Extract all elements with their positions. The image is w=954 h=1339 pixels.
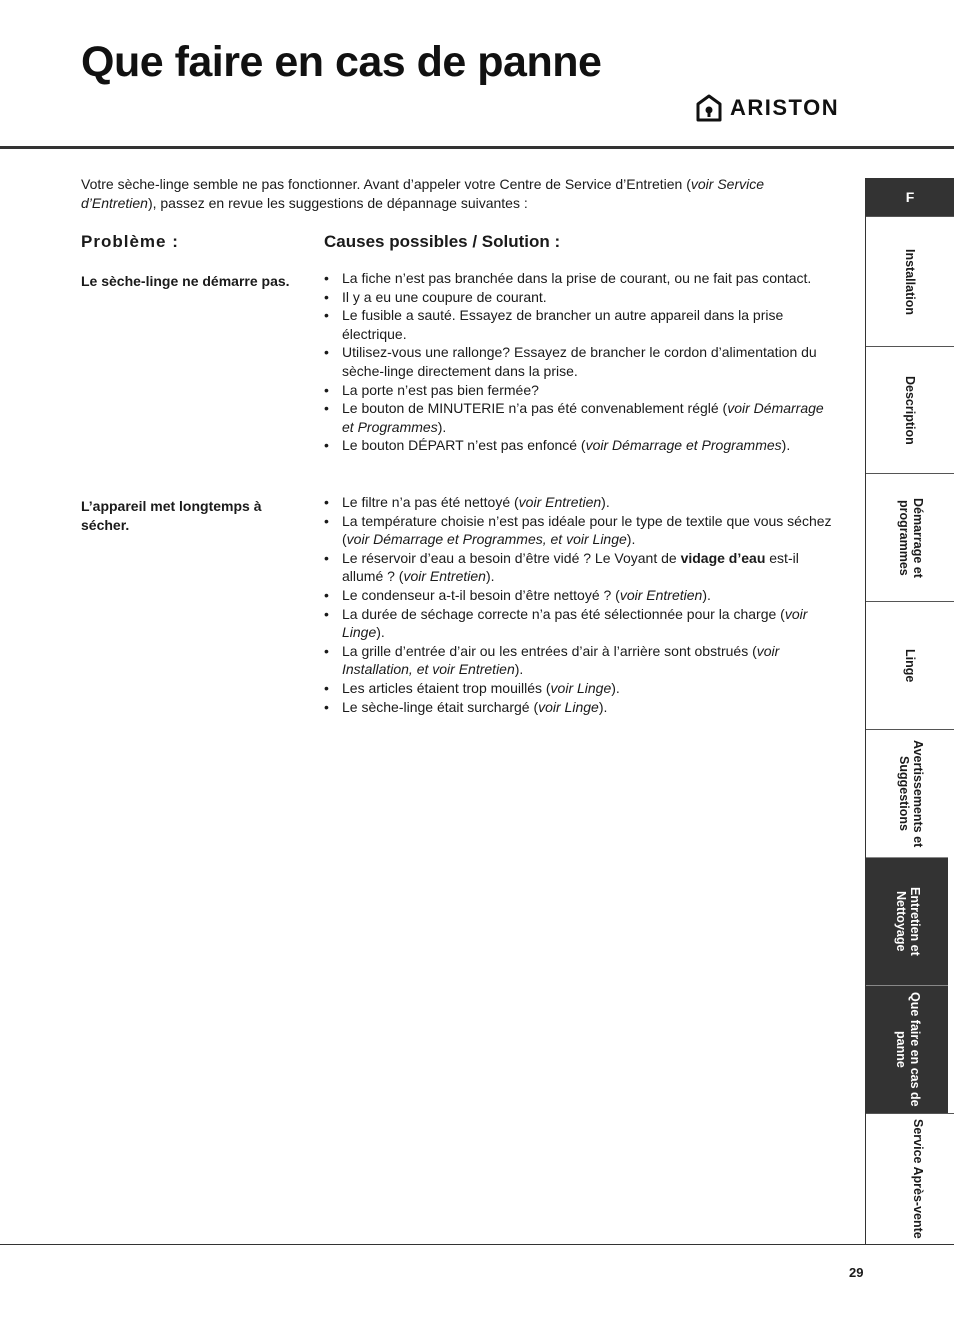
cause-item: [324, 288, 834, 307]
intro-paragraph: [81, 175, 831, 213]
text-run: ).: [437, 418, 447, 435]
cross-reference: voir Démarrage et Programmes, et voir Linge: [346, 531, 627, 548]
page-number: 29: [849, 1265, 864, 1280]
sidebar-tab-avertissements[interactable]: [866, 729, 954, 857]
text-run: Le sèche-linge était surchargé (: [342, 698, 539, 715]
text-run: Les articles étaient trop mouillés (: [342, 679, 551, 696]
sidebar-tab-label: Linge: [903, 648, 917, 683]
cause-item: [324, 306, 834, 343]
sidebar-tab-label: Démarrage et programmes: [897, 497, 925, 578]
sidebar-tab-installation[interactable]: [866, 216, 954, 346]
language-tab: F: [866, 178, 954, 216]
causes-header: Causes possibles / Solution :: [324, 232, 561, 251]
causes-list-2: [324, 493, 834, 716]
cross-reference: voir Linge: [342, 605, 808, 641]
sidebar-tab-label: Installation: [903, 248, 917, 315]
text-run: La grille d’entrée d’air ou les entrées d’air à l’arrière sont obstrués (: [342, 642, 757, 659]
cause-item: [324, 679, 834, 698]
cross-reference: voir Entretien: [518, 494, 602, 510]
sidebar-tab-linge[interactable]: [866, 601, 954, 729]
text-run: ).: [485, 568, 495, 585]
text-run: ).: [781, 437, 791, 454]
sidebar-tab-demarrage[interactable]: [866, 473, 954, 601]
text-run: Le filtre n’a pas été nettoyé (: [342, 494, 519, 510]
ariston-house-icon: [696, 94, 722, 122]
text-run: ).: [376, 624, 385, 641]
causes-list-1: [324, 269, 834, 455]
sidebar-tab-description[interactable]: [866, 346, 954, 473]
cause-item: [324, 549, 834, 586]
text-run: La température choisie n’est pas idéale pour le type de textile que vous séchez (: [342, 512, 832, 548]
text-run: Le bouton DÉPART n’est pas enfoncé (: [342, 437, 586, 454]
brand-name: ARISTON: [730, 95, 840, 120]
text-run: Il y a eu une coupure de courant.: [342, 288, 547, 305]
text-run: La fiche n’est pas branchée dans la prise de courant, ou ne fait pas contact.: [342, 270, 812, 286]
sidebar-tab-entretien[interactable]: [866, 857, 948, 985]
cross-reference: voir Entretien: [619, 586, 703, 603]
text-run: Le bouton de MINUTERIE n’a pas été convenablement réglé (: [342, 400, 728, 417]
text-run: Le réservoir d’eau a besoin d’être vidé ? Le Voyant de: [342, 549, 681, 566]
text-run: La durée de séchage correcte n’a pas été sélectionnée pour la charge (: [342, 605, 785, 622]
cross-reference: voir Service d’Entretien: [81, 176, 765, 211]
cause-item: [324, 436, 834, 455]
cause-item: [324, 698, 834, 717]
sidebar-tab-que-faire[interactable]: [866, 985, 948, 1113]
cross-reference: voir Linge: [538, 698, 599, 715]
emphasis-text: vidage d’eau: [680, 549, 766, 566]
cross-reference: voir Linge: [550, 679, 612, 696]
header-rule: [0, 146, 954, 149]
cause-item: [324, 512, 834, 549]
text-run: ).: [514, 661, 524, 678]
problem-header: Problème :: [81, 232, 179, 251]
cause-item: [324, 399, 834, 436]
text-run: Le fusible a sauté. Essayez de brancher un autre appareil dans la prise électrique.: [342, 307, 784, 342]
text-run: ).: [626, 531, 636, 548]
sidebar-tab-label: Description: [903, 375, 917, 445]
text-run: ).: [702, 586, 711, 603]
text-run: La porte n’est pas bien fermée?: [342, 381, 539, 398]
cross-reference: voir Démarrage et Programmes: [342, 400, 824, 435]
sidebar-tab-label: Entretien et Nettoyage: [894, 887, 922, 956]
text-run: est-il allumé ? (: [342, 549, 799, 585]
cross-reference: voir Installation, et voir Entretien: [342, 642, 780, 678]
problem-label-1: Le sèche-linge ne démarre pas.: [81, 273, 290, 289]
cause-item: [324, 605, 834, 642]
page-title: Que faire en cas de panne: [81, 38, 602, 86]
sidebar-tab-label: Avertissements et Suggestions: [897, 739, 925, 848]
cross-reference: voir Entretien: [403, 568, 486, 585]
text-run: Le condenseur a-t-il besoin d’être nettoyé ? (: [342, 586, 620, 603]
text-run: Utilisez-vous une rallonge? Essayez de brancher le cordon d’alimentation du sèche-linge directement dans la prise.: [342, 344, 817, 379]
cause-item: [324, 343, 834, 380]
cause-item: [324, 493, 834, 512]
cross-reference: voir Démarrage et Programmes: [585, 437, 782, 454]
text-run: ).: [598, 698, 608, 715]
sidebar-tab-service[interactable]: [866, 1113, 954, 1244]
sidebar-tab-label: Que faire en cas de panne: [894, 992, 922, 1107]
footer-rule: [0, 1244, 954, 1245]
brand-logo: [696, 94, 839, 122]
cause-item: [324, 586, 834, 605]
text-run: Votre sèche-linge semble ne pas fonctionner. Avant d’appeler votre Centre de Service d’Entretien (: [81, 176, 691, 192]
cause-item: [324, 269, 834, 288]
cause-item: [324, 381, 834, 400]
text-run: ).: [611, 679, 620, 696]
problem-label-2: L’appareil met longtemps à sécher.: [81, 498, 262, 533]
text-run: ), passez en revue les suggestions de dépannage suivantes :: [147, 195, 528, 211]
text-run: ).: [601, 494, 610, 510]
cause-item: [324, 642, 834, 679]
sidebar-tab-label: Service Après-vente: [911, 1119, 925, 1239]
